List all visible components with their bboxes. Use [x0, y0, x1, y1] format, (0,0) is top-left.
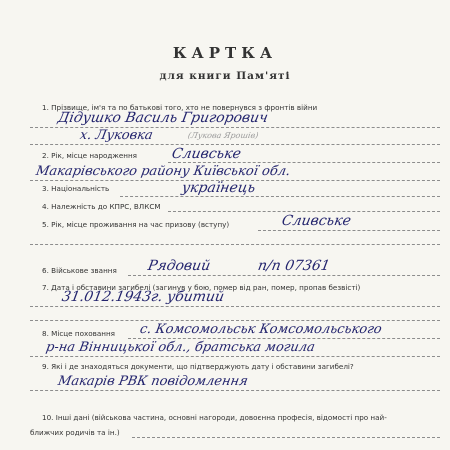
field-10-rule: [132, 437, 440, 438]
field-7-rule-1: [30, 306, 440, 307]
field-3-nationality-value: українець: [180, 180, 257, 196]
field-5-label: 5. Рік, місце проживання на час призову (вступу): [42, 220, 230, 229]
field-10-label-line-2: ближчих родичів та ін.): [30, 428, 120, 437]
field-8-label: 8. Місце поховання: [42, 329, 116, 338]
field-4-label: 4. Належність до КПРС, ВЛКСМ: [42, 202, 161, 211]
field-2-birth-value-2: Макарівського району Київської обл.: [34, 164, 292, 179]
field-10-label-line-1: 10. Інші дані (військова частина, основні нагороди, довоєнна професія, відомості про най-: [42, 413, 387, 422]
field-6-rank-value: Рядовий: [146, 258, 212, 274]
field-7-death-value: 31.012.1943г. убитий: [60, 289, 226, 305]
field-7-rule-2: [30, 320, 440, 321]
field-2-birth-value-1: Сливське: [170, 146, 243, 162]
field-5-rule-1: [258, 230, 440, 231]
field-9-documents-value: Макарів РВК повідомлення: [56, 374, 250, 389]
field-9-rule-1: [30, 390, 440, 391]
field-8-rule-2: [30, 356, 440, 357]
field-8-burial-value-1: с. Комсомольськ Комсомольського: [138, 322, 383, 337]
card-title: КАРТКА: [172, 44, 278, 62]
field-7-label: 7. Дата і обставини загибелі (загинув у бою, помер від ран, помер, пропав безвісті): [42, 283, 361, 292]
field-3-rule: [120, 196, 440, 197]
field-8-rule-1: [128, 338, 440, 339]
field-1-label: 1. Прізвище, ім'я та по батькові того, хто не повернувся з фронтів війни: [42, 103, 318, 112]
field-1-name-value: Дідушко Василь Григорович: [56, 110, 270, 126]
field-5-rule-2: [30, 244, 440, 245]
field-3-label: 3. Національність: [42, 184, 110, 193]
field-2-rule-1: [168, 162, 440, 163]
field-5-residence-value: Сливське: [280, 213, 353, 229]
field-1-pencil-note: (Лукова Ярошів): [187, 131, 260, 140]
field-2-label: 2. Рік, місце народження: [42, 151, 138, 160]
field-4-rule: [168, 211, 440, 212]
field-1-rule-2: [30, 144, 440, 145]
field-1-village-value: х. Луковка: [78, 128, 154, 143]
field-6-label: 6. Військове звання: [42, 266, 117, 275]
field-6-rule: [128, 275, 440, 276]
field-8-burial-value-2: р-на Вінницької обл., братська могила: [44, 340, 317, 355]
card-subtitle: для книги Пам'яті: [159, 70, 291, 82]
field-9-label: 9. Які і де знаходяться документи, що підтверджують дату і обставини загибелі?: [42, 362, 354, 371]
field-6-unit-value: п/п 07361: [256, 258, 332, 274]
